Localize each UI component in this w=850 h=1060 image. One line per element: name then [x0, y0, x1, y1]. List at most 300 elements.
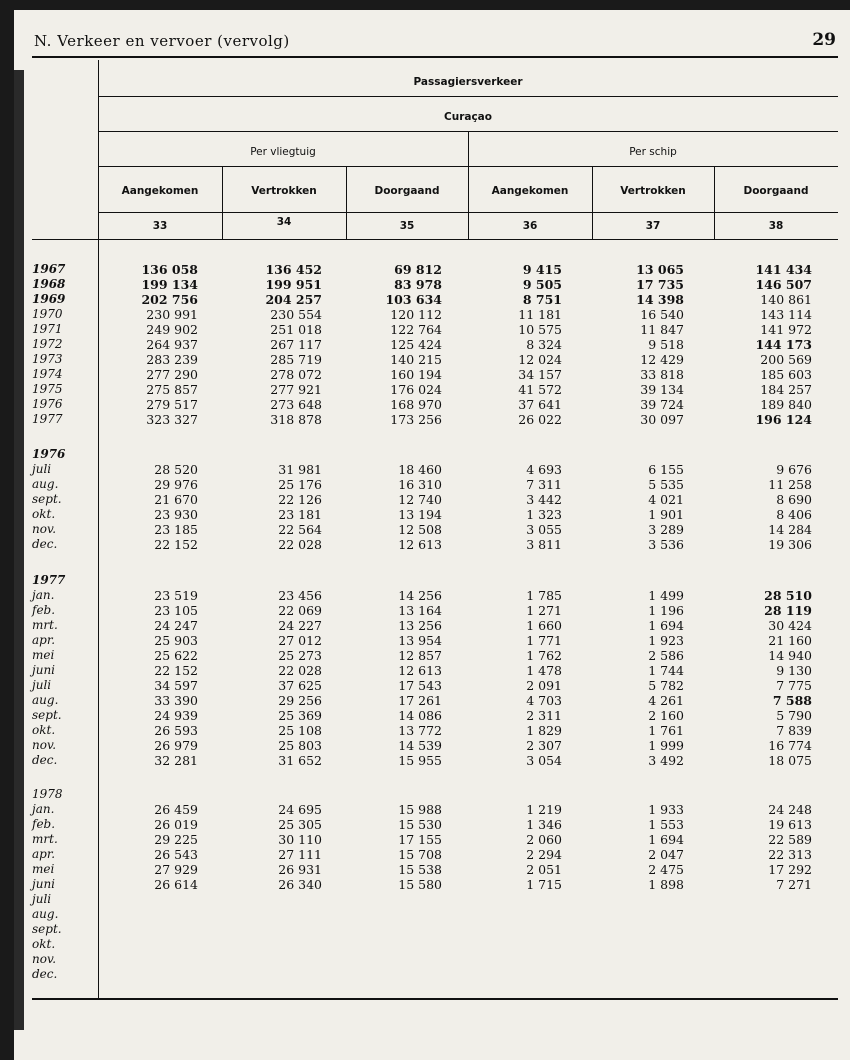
month-label: aug. — [32, 477, 59, 491]
table-cell: 32 281 — [154, 753, 198, 768]
col-number-38: 38 — [768, 220, 784, 232]
table-cell: 26 543 — [154, 847, 198, 862]
month-label: mei — [32, 862, 55, 876]
year-label: 1968 — [32, 277, 66, 291]
month-label: sept. — [32, 922, 62, 936]
month-label: dec. — [32, 537, 58, 551]
table-cell: 25 273 — [278, 648, 322, 663]
table-cell: 9 676 — [776, 462, 812, 477]
table-cell: 13 164 — [398, 603, 442, 618]
table-cell: 2 051 — [526, 862, 562, 877]
table-cell: 1 923 — [648, 633, 684, 648]
rule-colnames — [98, 212, 838, 213]
year-label: 1977 — [32, 412, 63, 426]
bottom-rule — [32, 998, 838, 1000]
table-cell: 4 021 — [648, 492, 684, 507]
table-cell: 25 369 — [278, 708, 322, 723]
table-cell: 267 117 — [270, 337, 322, 352]
region-label: Curaçao — [444, 111, 492, 123]
table-cell: 26 022 — [518, 412, 562, 427]
table-cell: 2 091 — [526, 678, 562, 693]
table-cell: 9 415 — [522, 262, 562, 277]
month-label: feb. — [32, 817, 56, 831]
month-label: mrt. — [32, 832, 58, 846]
table-cell: 25 903 — [154, 633, 198, 648]
table-cell: 26 340 — [278, 877, 322, 892]
table-cell: 189 840 — [760, 397, 812, 412]
table-cell: 7 839 — [776, 723, 812, 738]
rule-colnums — [32, 239, 838, 240]
table-cell: 1 898 — [648, 877, 684, 892]
table-cell: 249 902 — [146, 322, 198, 337]
table-cell: 25 176 — [278, 477, 322, 492]
table-cell: 125 424 — [390, 337, 442, 352]
table-cell: 13 772 — [398, 723, 442, 738]
table-cell: 141 972 — [760, 322, 812, 337]
table-cell: 14 284 — [768, 522, 812, 537]
table-cell: 173 256 — [390, 412, 442, 427]
table-cell: 7 588 — [772, 693, 812, 708]
month-label: apr. — [32, 847, 56, 861]
table-cell: 2 307 — [526, 738, 562, 753]
table-cell: 2 047 — [648, 847, 684, 862]
table-cell: 10 575 — [518, 322, 562, 337]
table-cell: 25 803 — [278, 738, 322, 753]
year-label: 1967 — [32, 262, 66, 276]
table-cell: 200 569 — [760, 352, 812, 367]
table-cell: 2 475 — [648, 862, 684, 877]
page-number: 29 — [812, 30, 836, 50]
table-cell: 9 505 — [522, 277, 562, 292]
table-cell: 26 459 — [154, 802, 198, 817]
table-cell: 1 271 — [526, 603, 562, 618]
column-33 — [88, 802, 198, 892]
column-34 — [212, 588, 322, 768]
table-cell: 3 442 — [526, 492, 562, 507]
table-cell: 34 157 — [518, 367, 562, 382]
table-cell: 29 225 — [154, 832, 198, 847]
month-label: nov. — [32, 738, 57, 752]
table-cell: 7 271 — [776, 877, 812, 892]
table-cell: 160 194 — [390, 367, 442, 382]
table-cell: 28 510 — [764, 588, 812, 603]
month-label: juni — [32, 877, 56, 891]
table-cell: 29 976 — [154, 477, 198, 492]
table-cell: 143 114 — [760, 307, 812, 322]
month-label: okt. — [32, 937, 56, 951]
month-label: jan. — [32, 802, 55, 816]
table-cell: 30 110 — [278, 832, 322, 847]
table-cell: 1 901 — [648, 507, 684, 522]
month-label: apr. — [32, 633, 56, 647]
col-header-36: Aangekomen — [491, 185, 569, 197]
page-header — [14, 32, 850, 54]
table-cell: 1 219 — [526, 802, 562, 817]
table-cell: 12 613 — [398, 663, 442, 678]
table-cell: 1 694 — [648, 618, 684, 633]
month-label: aug. — [32, 693, 59, 707]
month-label: sept. — [32, 708, 62, 722]
table-cell: 17 155 — [398, 832, 442, 847]
table-cell: 8 751 — [522, 292, 562, 307]
month-label: nov. — [32, 952, 57, 966]
table-cell: 136 452 — [265, 262, 322, 277]
col-divider-1 — [222, 166, 223, 239]
table-cell: 23 456 — [278, 588, 322, 603]
table-cell: 1 478 — [526, 663, 562, 678]
column-38 — [702, 588, 812, 768]
table-cell: 15 538 — [398, 862, 442, 877]
table-cell: 1 499 — [648, 588, 684, 603]
table-cell: 1 933 — [648, 802, 684, 817]
table-cell: 7 311 — [526, 477, 562, 492]
table-cell: 22 126 — [278, 492, 322, 507]
table-cell: 31 652 — [278, 753, 322, 768]
table-cell: 41 572 — [518, 382, 562, 397]
table-cell: 9 518 — [648, 337, 684, 352]
table-cell: 22 152 — [154, 537, 198, 552]
table-cell: 230 991 — [146, 307, 198, 322]
table-cell: 24 695 — [278, 802, 322, 817]
table-cell: 16 540 — [640, 307, 684, 322]
col-number-36: 36 — [522, 220, 538, 232]
table-cell: 277 290 — [146, 367, 198, 382]
table-cell: 1 715 — [526, 877, 562, 892]
table-cell: 23 105 — [154, 603, 198, 618]
table-cell: 19 613 — [768, 817, 812, 832]
table-cell: 12 429 — [640, 352, 684, 367]
column-37 — [574, 262, 684, 427]
group-year-heading: 1978 — [32, 787, 63, 801]
table-cell: 140 861 — [760, 292, 812, 307]
month-label: mei — [32, 648, 55, 662]
table-cell: 196 124 — [755, 412, 812, 427]
table-cell: 136 058 — [141, 262, 198, 277]
column-36 — [452, 588, 562, 768]
table-cell: 33 390 — [154, 693, 198, 708]
table-cell: 144 173 — [755, 337, 812, 352]
month-label: okt. — [32, 723, 56, 737]
table-cell: 168 970 — [390, 397, 442, 412]
table-cell: 3 536 — [648, 537, 684, 552]
year-label: 1973 — [32, 352, 63, 366]
table-cell: 23 181 — [278, 507, 322, 522]
table-cell: 26 019 — [154, 817, 198, 832]
table-cell: 8 690 — [776, 492, 812, 507]
table-cell: 17 261 — [398, 693, 442, 708]
col-number-37: 37 — [645, 220, 661, 232]
table-cell: 17 292 — [768, 862, 812, 877]
table-cell: 8 324 — [526, 337, 562, 352]
table-cell: 24 939 — [154, 708, 198, 723]
table-cell: 18 460 — [398, 462, 442, 477]
table-cell: 12 857 — [398, 648, 442, 663]
month-label: dec. — [32, 967, 58, 981]
table-cell: 25 108 — [278, 723, 322, 738]
mode-ship-label: Per schip — [629, 146, 677, 158]
table-cell: 2 160 — [648, 708, 684, 723]
table-cell: 22 028 — [278, 537, 322, 552]
table-cell: 9 130 — [776, 663, 812, 678]
month-label: juli — [32, 678, 52, 692]
table-cell: 15 530 — [398, 817, 442, 832]
table-cell: 11 847 — [640, 322, 684, 337]
table-cell: 22 589 — [768, 832, 812, 847]
table-cell: 12 508 — [398, 522, 442, 537]
column-33 — [88, 588, 198, 768]
month-label: juli — [32, 462, 52, 476]
group-year-heading: 1976 — [32, 447, 66, 461]
table-cell: 1 660 — [526, 618, 562, 633]
table-cell: 5 782 — [648, 678, 684, 693]
column-35 — [332, 588, 442, 768]
table-cell: 26 931 — [278, 862, 322, 877]
table-cell: 273 648 — [270, 397, 322, 412]
table-cell: 140 215 — [390, 352, 442, 367]
table-cell: 3 289 — [648, 522, 684, 537]
year-label: 1972 — [32, 337, 63, 351]
mode-air-label: Per vliegtuig — [250, 146, 316, 158]
table-title: Passagiersverkeer — [413, 76, 523, 88]
month-label: dec. — [32, 753, 58, 767]
table-cell: 27 929 — [154, 862, 198, 877]
table-cell: 120 112 — [390, 307, 442, 322]
table-cell: 14 940 — [768, 648, 812, 663]
table-cell: 28 520 — [154, 462, 198, 477]
table-cell: 22 152 — [154, 663, 198, 678]
month-label: sept. — [32, 492, 62, 506]
table-cell: 17 543 — [398, 678, 442, 693]
table-cell: 14 256 — [398, 588, 442, 603]
table-cell: 1 196 — [648, 603, 684, 618]
table-cell: 37 625 — [278, 678, 322, 693]
table-cell: 2 586 — [648, 648, 684, 663]
col-number-35: 35 — [399, 220, 415, 232]
col-header-38: Doorgaand — [743, 185, 809, 197]
col-number-34: 34 — [276, 216, 292, 228]
table-cell: 277 921 — [270, 382, 322, 397]
table-cell: 185 603 — [760, 367, 812, 382]
table-cell: 1 761 — [648, 723, 684, 738]
month-label: juni — [32, 663, 56, 677]
table-cell: 1 346 — [526, 817, 562, 832]
table-cell: 1 785 — [526, 588, 562, 603]
table-cell: 14 398 — [636, 292, 684, 307]
section-title: N. Verkeer en vervoer (vervolg) — [34, 32, 290, 50]
table-cell: 199 951 — [265, 277, 322, 292]
table-cell: 27 111 — [278, 847, 322, 862]
year-label: 1970 — [32, 307, 63, 321]
table-cell: 24 227 — [278, 618, 322, 633]
table-cell: 122 764 — [390, 322, 442, 337]
table-cell: 323 327 — [146, 412, 198, 427]
year-label: 1971 — [32, 322, 63, 336]
year-label: 1976 — [32, 397, 63, 411]
table-cell: 283 239 — [146, 352, 198, 367]
table-cell: 33 818 — [640, 367, 684, 382]
table-cell: 146 507 — [755, 277, 812, 292]
table-cell: 2 294 — [526, 847, 562, 862]
table-cell: 184 257 — [760, 382, 812, 397]
table-cell: 176 024 — [390, 382, 442, 397]
table-cell: 69 812 — [394, 262, 442, 277]
table-cell: 23 185 — [154, 522, 198, 537]
column-36 — [452, 262, 562, 427]
table-cell: 22 313 — [768, 847, 812, 862]
table-cell: 1 999 — [648, 738, 684, 753]
table-cell: 26 593 — [154, 723, 198, 738]
table-cell: 17 735 — [636, 277, 684, 292]
table-cell: 2 060 — [526, 832, 562, 847]
table-cell: 39 724 — [640, 397, 684, 412]
column-35 — [332, 262, 442, 427]
table-cell: 30 097 — [640, 412, 684, 427]
column-34 — [212, 802, 322, 892]
column-34 — [212, 262, 322, 427]
table-cell: 103 634 — [385, 292, 442, 307]
column-38 — [702, 462, 812, 552]
year-label: 1969 — [32, 292, 66, 306]
col-number-33: 33 — [152, 220, 168, 232]
table-cell: 1 744 — [648, 663, 684, 678]
table-cell: 12 024 — [518, 352, 562, 367]
column-35 — [332, 802, 442, 892]
table-cell: 14 086 — [398, 708, 442, 723]
table-cell: 25 305 — [278, 817, 322, 832]
table-cell: 21 160 — [768, 633, 812, 648]
table-cell: 11 181 — [518, 307, 562, 322]
table-cell: 13 065 — [636, 262, 684, 277]
table-cell: 22 564 — [278, 522, 322, 537]
table-cell: 27 012 — [278, 633, 322, 648]
month-label: aug. — [32, 907, 59, 921]
month-label: jan. — [32, 588, 55, 602]
year-label: 1975 — [32, 382, 63, 396]
table-cell: 1 694 — [648, 832, 684, 847]
table-cell: 1 553 — [648, 817, 684, 832]
table-cell: 26 979 — [154, 738, 198, 753]
column-36 — [452, 802, 562, 892]
table-cell: 1 829 — [526, 723, 562, 738]
column-38 — [702, 802, 812, 892]
table-cell: 21 670 — [154, 492, 198, 507]
table-cell: 19 306 — [768, 537, 812, 552]
year-label: 1974 — [32, 367, 63, 381]
table-cell: 18 075 — [768, 753, 812, 768]
rule-title — [98, 96, 838, 97]
table-cell: 15 580 — [398, 877, 442, 892]
table-cell: 24 248 — [768, 802, 812, 817]
document-page — [14, 10, 850, 1060]
table-cell: 4 261 — [648, 693, 684, 708]
table-cell: 15 988 — [398, 802, 442, 817]
column-34 — [212, 462, 322, 552]
table-cell: 16 310 — [398, 477, 442, 492]
column-37 — [574, 802, 684, 892]
month-label: juli — [32, 892, 52, 906]
col-header-34: Vertrokken — [251, 185, 317, 197]
table-cell: 13 954 — [398, 633, 442, 648]
col-header-37: Vertrokken — [620, 185, 686, 197]
table-cell: 2 311 — [526, 708, 562, 723]
table-cell: 1 762 — [526, 648, 562, 663]
table-cell: 11 258 — [768, 477, 812, 492]
table-cell: 83 978 — [394, 277, 442, 292]
table-cell: 275 857 — [146, 382, 198, 397]
table-cell: 13 256 — [398, 618, 442, 633]
column-38 — [702, 262, 812, 427]
table-cell: 37 641 — [518, 397, 562, 412]
table-cell: 318 878 — [270, 412, 322, 427]
table-cell: 8 406 — [776, 507, 812, 522]
table-cell: 278 072 — [270, 367, 322, 382]
column-36 — [452, 462, 562, 552]
top-rule — [32, 56, 838, 58]
rule-mode — [98, 166, 838, 167]
table-cell: 3 054 — [526, 753, 562, 768]
table-cell: 12 740 — [398, 492, 442, 507]
table-cell: 15 708 — [398, 847, 442, 862]
table-cell: 23 930 — [154, 507, 198, 522]
table-cell: 3 492 — [648, 753, 684, 768]
table-cell: 25 622 — [154, 648, 198, 663]
column-35 — [332, 462, 442, 552]
table-cell: 26 614 — [154, 877, 198, 892]
table-cell: 1 323 — [526, 507, 562, 522]
table-cell: 285 719 — [270, 352, 322, 367]
table-cell: 7 775 — [776, 678, 812, 693]
table-cell: 279 517 — [146, 397, 198, 412]
table-cell: 14 539 — [398, 738, 442, 753]
table-cell: 230 554 — [270, 307, 322, 322]
table-cell: 15 955 — [398, 753, 442, 768]
month-label: nov. — [32, 522, 57, 536]
month-label: mrt. — [32, 618, 58, 632]
table-cell: 5 790 — [776, 708, 812, 723]
column-37 — [574, 462, 684, 552]
table-cell: 3 811 — [526, 537, 562, 552]
table-cell: 199 134 — [141, 277, 198, 292]
table-cell: 31 981 — [278, 462, 322, 477]
table-cell: 4 693 — [526, 462, 562, 477]
col-header-35: Doorgaand — [374, 185, 440, 197]
table-cell: 28 119 — [764, 603, 812, 618]
table-cell: 12 613 — [398, 537, 442, 552]
table-cell: 264 937 — [146, 337, 198, 352]
binding-shadow — [14, 70, 24, 1030]
table-cell: 6 155 — [648, 462, 684, 477]
group-year-heading: 1977 — [32, 573, 66, 587]
table-cell: 23 519 — [154, 588, 198, 603]
table-cell: 22 069 — [278, 603, 322, 618]
table-cell: 5 535 — [648, 477, 684, 492]
table-cell: 16 774 — [768, 738, 812, 753]
table-cell: 251 018 — [270, 322, 322, 337]
col-header-33: Aangekomen — [121, 185, 199, 197]
table-cell: 29 256 — [278, 693, 322, 708]
table-cell: 39 134 — [640, 382, 684, 397]
table-cell: 4 703 — [526, 693, 562, 708]
month-label: okt. — [32, 507, 56, 521]
table-cell: 204 257 — [265, 292, 322, 307]
table-cell: 13 194 — [398, 507, 442, 522]
column-37 — [574, 588, 684, 768]
table-cell: 1 771 — [526, 633, 562, 648]
column-33 — [88, 462, 198, 552]
month-label: feb. — [32, 603, 56, 617]
table-cell: 30 424 — [768, 618, 812, 633]
table-cell: 24 247 — [154, 618, 198, 633]
